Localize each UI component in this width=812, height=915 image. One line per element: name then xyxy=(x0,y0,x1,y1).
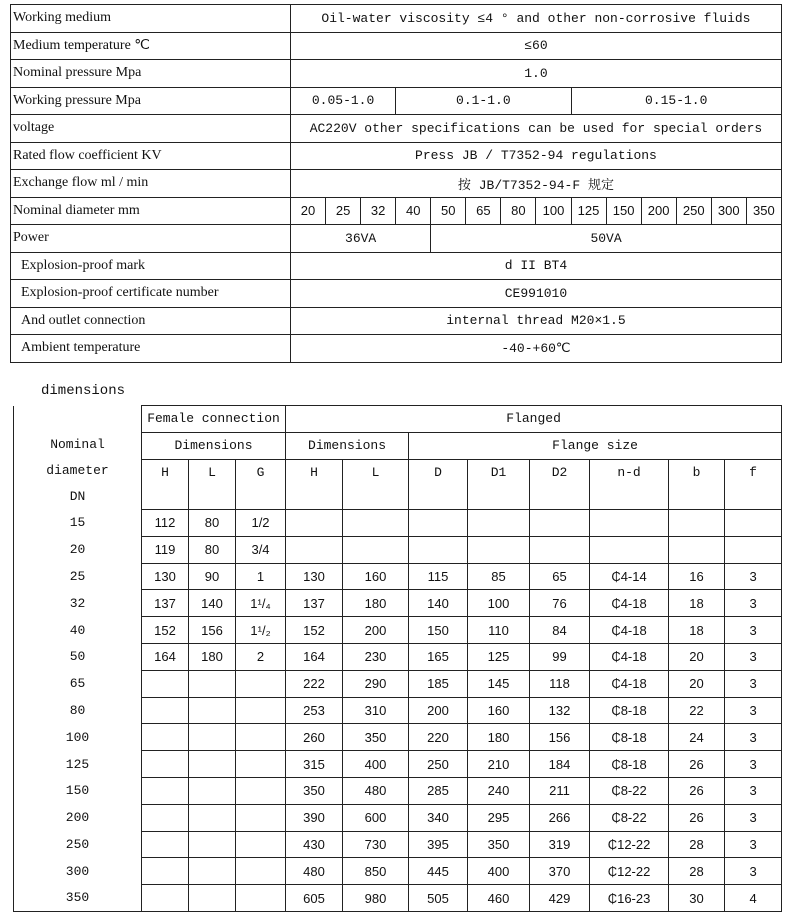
table-cell: 315 xyxy=(286,751,343,778)
spec-row xyxy=(11,60,782,88)
table-cell: 350 xyxy=(286,777,343,804)
table-cell: 600 xyxy=(343,804,409,831)
spec-value: 1.0 xyxy=(291,60,782,88)
spec-value: Oil-water viscosity ≤4 ° and other non-corrosive fluids xyxy=(291,5,782,33)
spec-row xyxy=(11,5,782,33)
table-cell xyxy=(236,804,286,831)
table-cell: 130 xyxy=(142,563,189,590)
table-cell: 125 xyxy=(468,643,530,670)
table-cell: 850 xyxy=(343,858,409,885)
table-cell: 80 xyxy=(189,510,236,537)
table-cell: 3 xyxy=(725,563,782,590)
table-cell: 110 xyxy=(468,617,530,644)
table-cell xyxy=(189,885,236,912)
table-cell xyxy=(142,670,189,697)
table-cell xyxy=(142,751,189,778)
table-cell: 3 xyxy=(725,831,782,858)
spec-label: Explosion-proof mark xyxy=(11,252,291,280)
spec-label: Explosion-proof certificate number xyxy=(11,280,291,308)
table-cell: 185 xyxy=(409,670,468,697)
table-row xyxy=(14,563,782,590)
table-cell: 250 xyxy=(409,751,468,778)
table-cell: 112 xyxy=(142,510,189,537)
table-cell: 290 xyxy=(343,670,409,697)
table-cell: 180 xyxy=(468,724,530,751)
table-cell: 1¹/₄ xyxy=(236,590,286,617)
spec-row xyxy=(11,335,782,363)
table-cell: 220 xyxy=(409,724,468,751)
table-cell xyxy=(530,510,590,537)
spec-cell: 200 xyxy=(641,197,676,225)
table-cell: 115 xyxy=(409,563,468,590)
spec-cell: 32 xyxy=(361,197,396,225)
table-cell: 400 xyxy=(468,858,530,885)
table-cell: 164 xyxy=(286,643,343,670)
spec-cell: 125 xyxy=(571,197,606,225)
dn-cell: 20 xyxy=(14,536,142,563)
table-cell xyxy=(189,724,236,751)
table-cell: 400 xyxy=(343,751,409,778)
table-cell xyxy=(142,885,189,912)
table-cell xyxy=(468,510,530,537)
column-header: G xyxy=(236,459,286,509)
spec-row xyxy=(11,225,782,253)
table-cell xyxy=(236,831,286,858)
spec-row xyxy=(11,197,782,225)
table-cell: 4 xyxy=(725,885,782,912)
dn-cell: 50 xyxy=(14,643,142,670)
table-cell: 140 xyxy=(409,590,468,617)
column-header: D1 xyxy=(468,459,530,509)
table-cell: 260 xyxy=(286,724,343,751)
table-row xyxy=(14,670,782,697)
table-row xyxy=(14,590,782,617)
spec-cell: 150 xyxy=(606,197,641,225)
column-header: b xyxy=(669,459,725,509)
spec-cell: 25 xyxy=(326,197,361,225)
table-cell xyxy=(189,777,236,804)
table-cell: 132 xyxy=(530,697,590,724)
spec-label: Medium temperature ℃ xyxy=(11,32,291,60)
dn-cell: 350 xyxy=(14,885,142,912)
spec-value: Press JB / T7352-94 regulations xyxy=(291,142,782,170)
table-cell xyxy=(468,536,530,563)
table-cell: 180 xyxy=(343,590,409,617)
table-cell: 160 xyxy=(468,697,530,724)
table-cell xyxy=(725,510,782,537)
table-cell xyxy=(409,536,468,563)
spec-cell: 100 xyxy=(536,197,571,225)
spec-cell: 50VA xyxy=(431,225,782,253)
spec-label: voltage xyxy=(11,115,291,143)
table-cell xyxy=(189,751,236,778)
table-cell: 200 xyxy=(409,697,468,724)
table-cell xyxy=(189,670,236,697)
table-cell: ₵8-22 xyxy=(590,804,669,831)
table-row xyxy=(14,510,782,537)
spec-cell: 65 xyxy=(466,197,501,225)
table-cell xyxy=(142,858,189,885)
table-cell: 730 xyxy=(343,831,409,858)
table-cell xyxy=(343,536,409,563)
spec-label: Exchange flow ml / min xyxy=(11,170,291,198)
dn-cell: 300 xyxy=(14,858,142,885)
table-cell: 118 xyxy=(530,670,590,697)
table-row xyxy=(14,885,782,912)
table-cell: 395 xyxy=(409,831,468,858)
table-cell xyxy=(142,804,189,831)
spec-label: Nominal pressure Mpa xyxy=(11,60,291,88)
table-cell: 156 xyxy=(530,724,590,751)
table-row xyxy=(14,617,782,644)
table-cell: 460 xyxy=(468,885,530,912)
table-cell: 22 xyxy=(669,697,725,724)
table-cell: 480 xyxy=(343,777,409,804)
table-cell: 90 xyxy=(189,563,236,590)
table-cell xyxy=(189,831,236,858)
dn-cell: 200 xyxy=(14,804,142,831)
female-connection-header: Female connection xyxy=(142,406,286,433)
table-cell: 18 xyxy=(669,590,725,617)
column-header: f xyxy=(725,459,782,509)
spec-cell: 350 xyxy=(746,197,781,225)
table-cell xyxy=(530,536,590,563)
column-header: D2 xyxy=(530,459,590,509)
table-cell: 2 xyxy=(236,643,286,670)
table-cell: 30 xyxy=(669,885,725,912)
dn-cell: 40 xyxy=(14,617,142,644)
table-cell: 3 xyxy=(725,697,782,724)
table-cell xyxy=(236,724,286,751)
table-cell: 253 xyxy=(286,697,343,724)
table-cell: 150 xyxy=(409,617,468,644)
table-cell: ₵4-14 xyxy=(590,563,669,590)
table-cell: 26 xyxy=(669,751,725,778)
dn-cell: 100 xyxy=(14,724,142,751)
spec-row xyxy=(11,32,782,60)
table-cell: 295 xyxy=(468,804,530,831)
spec-value: ≤60 xyxy=(291,32,782,60)
table-cell: 319 xyxy=(530,831,590,858)
spec-cell: 80 xyxy=(501,197,536,225)
table-cell: 145 xyxy=(468,670,530,697)
table-cell: 180 xyxy=(189,643,236,670)
table-row xyxy=(14,831,782,858)
table-cell: 3 xyxy=(725,858,782,885)
dn-cell: 80 xyxy=(14,697,142,724)
table-cell xyxy=(142,724,189,751)
table-cell: 28 xyxy=(669,858,725,885)
dn-cell: 32 xyxy=(14,590,142,617)
dimensions-table xyxy=(13,405,782,912)
table-cell: 430 xyxy=(286,831,343,858)
table-row xyxy=(14,697,782,724)
spec-value: CE991010 xyxy=(291,280,782,308)
table-cell xyxy=(590,510,669,537)
spec-cell: 0.05-1.0 xyxy=(291,87,396,115)
table-cell: 16 xyxy=(669,563,725,590)
table-cell: 340 xyxy=(409,804,468,831)
table-cell xyxy=(189,804,236,831)
nominal-header-line-2: diameter xyxy=(46,462,109,478)
table-cell: ₵4-18 xyxy=(590,670,669,697)
table-cell: 137 xyxy=(142,590,189,617)
table-row xyxy=(14,858,782,885)
table-cell: ₵8-22 xyxy=(590,777,669,804)
spec-label: Nominal diameter mm xyxy=(11,197,291,225)
table-cell: 211 xyxy=(530,777,590,804)
table-cell: 18 xyxy=(669,617,725,644)
spec-table xyxy=(10,4,782,363)
flange-size-header: Flange size xyxy=(409,432,782,459)
nominal-header-line-3: DN xyxy=(69,488,86,504)
table-cell: 184 xyxy=(530,751,590,778)
table-cell xyxy=(236,670,286,697)
table-cell xyxy=(669,510,725,537)
spec-cell: 20 xyxy=(291,197,326,225)
table-cell xyxy=(343,510,409,537)
table-cell: 3 xyxy=(725,590,782,617)
table-cell xyxy=(236,697,286,724)
spec-cell: 0.1-1.0 xyxy=(396,87,571,115)
table-cell xyxy=(189,858,236,885)
table-cell: 1/2 xyxy=(236,510,286,537)
table-cell: 3 xyxy=(725,804,782,831)
dn-cell: 125 xyxy=(14,751,142,778)
spec-cell: 250 xyxy=(676,197,711,225)
column-header: H xyxy=(142,459,189,509)
table-cell: ₵8-18 xyxy=(590,751,669,778)
table-cell xyxy=(142,831,189,858)
column-header: n-d xyxy=(590,459,669,509)
table-cell: 266 xyxy=(530,804,590,831)
table-cell: 350 xyxy=(343,724,409,751)
table-cell: 20 xyxy=(669,670,725,697)
dn-cell: 250 xyxy=(14,831,142,858)
table-cell: 200 xyxy=(343,617,409,644)
table-cell xyxy=(236,751,286,778)
spec-value: 按 JB/T7352-94-F 规定 xyxy=(291,170,782,198)
table-cell xyxy=(409,510,468,537)
table-cell: 230 xyxy=(343,643,409,670)
table-cell: ₵12-22 xyxy=(590,858,669,885)
table-cell xyxy=(286,536,343,563)
female-dimensions-header: Dimensions xyxy=(142,432,286,459)
table-cell: ₵4-18 xyxy=(590,643,669,670)
table-cell: 605 xyxy=(286,885,343,912)
table-cell: 137 xyxy=(286,590,343,617)
table-cell: 3 xyxy=(725,777,782,804)
dn-cell: 65 xyxy=(14,670,142,697)
flanged-header: Flanged xyxy=(286,406,782,433)
table-cell: 480 xyxy=(286,858,343,885)
table-cell: 160 xyxy=(343,563,409,590)
dn-cell: 25 xyxy=(14,563,142,590)
table-cell: 210 xyxy=(468,751,530,778)
spec-cell: 50 xyxy=(431,197,466,225)
table-cell xyxy=(286,510,343,537)
spec-label: Ambient temperature xyxy=(11,335,291,363)
spec-row xyxy=(11,307,782,335)
spec-row xyxy=(11,87,782,115)
spec-value: internal thread M20×1.5 xyxy=(291,307,782,335)
table-cell: 76 xyxy=(530,590,590,617)
column-header: L xyxy=(343,459,409,509)
spec-label: And outlet connection xyxy=(11,307,291,335)
table-cell xyxy=(189,697,236,724)
table-cell: 119 xyxy=(142,536,189,563)
spec-value: d II BT4 xyxy=(291,252,782,280)
table-cell: 3 xyxy=(725,751,782,778)
table-cell: 310 xyxy=(343,697,409,724)
table-cell: 285 xyxy=(409,777,468,804)
spec-cell: 0.15-1.0 xyxy=(571,87,781,115)
table-cell: 222 xyxy=(286,670,343,697)
table-row xyxy=(14,777,782,804)
table-cell: ₵12-22 xyxy=(590,831,669,858)
table-cell: ₵8-18 xyxy=(590,697,669,724)
table-cell: 80 xyxy=(189,536,236,563)
dn-cell: 15 xyxy=(14,510,142,537)
table-cell: 26 xyxy=(669,777,725,804)
table-cell: 20 xyxy=(669,643,725,670)
table-cell xyxy=(590,536,669,563)
table-cell: 100 xyxy=(468,590,530,617)
spec-label: Power xyxy=(11,225,291,253)
spec-value: AC220V other specifications can be used for special orders xyxy=(291,115,782,143)
nominal-header-line-1: Nominal xyxy=(50,436,105,452)
table-cell: 28 xyxy=(669,831,725,858)
spec-row xyxy=(11,115,782,143)
table-cell: 24 xyxy=(669,724,725,751)
column-header: L xyxy=(189,459,236,509)
spec-row xyxy=(11,280,782,308)
table-cell: ₵16-23 xyxy=(590,885,669,912)
dn-cell: 150 xyxy=(14,777,142,804)
table-cell: 99 xyxy=(530,643,590,670)
table-cell: 152 xyxy=(286,617,343,644)
table-cell: 164 xyxy=(142,643,189,670)
table-row xyxy=(14,804,782,831)
flanged-dimensions-header: Dimensions xyxy=(286,432,409,459)
table-cell: 3 xyxy=(725,670,782,697)
dimensions-title: dimensions xyxy=(41,383,126,399)
table-row xyxy=(14,724,782,751)
spec-label: Working medium xyxy=(11,5,291,33)
spec-cell: 300 xyxy=(711,197,746,225)
table-cell: 980 xyxy=(343,885,409,912)
column-header: D xyxy=(409,459,468,509)
table-cell: 370 xyxy=(530,858,590,885)
table-cell: 429 xyxy=(530,885,590,912)
table-cell: 505 xyxy=(409,885,468,912)
table-cell: ₵4-18 xyxy=(590,617,669,644)
column-header: H xyxy=(286,459,343,509)
table-cell: ₵8-18 xyxy=(590,724,669,751)
table-cell: 165 xyxy=(409,643,468,670)
table-cell: 445 xyxy=(409,858,468,885)
table-cell: 3 xyxy=(725,643,782,670)
table-cell: 240 xyxy=(468,777,530,804)
table-cell xyxy=(236,777,286,804)
table-cell xyxy=(236,885,286,912)
table-row xyxy=(14,536,782,563)
table-cell xyxy=(142,777,189,804)
table-row xyxy=(14,751,782,778)
table-cell: 152 xyxy=(142,617,189,644)
table-cell: 65 xyxy=(530,563,590,590)
table-cell xyxy=(725,536,782,563)
spec-cell: 36VA xyxy=(291,225,431,253)
table-cell: 84 xyxy=(530,617,590,644)
table-cell: 156 xyxy=(189,617,236,644)
table-cell: 390 xyxy=(286,804,343,831)
table-cell xyxy=(142,697,189,724)
table-cell xyxy=(669,536,725,563)
spec-cell: 40 xyxy=(396,197,431,225)
table-cell: 130 xyxy=(286,563,343,590)
table-cell: 3 xyxy=(725,617,782,644)
table-cell xyxy=(236,858,286,885)
table-cell: 1¹/₂ xyxy=(236,617,286,644)
table-cell: ₵4-18 xyxy=(590,590,669,617)
spec-label: Rated flow coefficient KV xyxy=(11,142,291,170)
table-cell: 1 xyxy=(236,563,286,590)
table-cell: 26 xyxy=(669,804,725,831)
table-cell: 140 xyxy=(189,590,236,617)
table-row xyxy=(14,643,782,670)
nominal-diameter-header xyxy=(14,406,142,510)
spec-value: -40-+60℃ xyxy=(291,335,782,363)
spec-row xyxy=(11,170,782,198)
spec-row xyxy=(11,252,782,280)
table-cell: 3/4 xyxy=(236,536,286,563)
table-cell: 350 xyxy=(468,831,530,858)
spec-row xyxy=(11,142,782,170)
spec-label: Working pressure Mpa xyxy=(11,87,291,115)
table-cell: 3 xyxy=(725,724,782,751)
table-cell: 85 xyxy=(468,563,530,590)
dims-header-row-1 xyxy=(14,406,782,433)
